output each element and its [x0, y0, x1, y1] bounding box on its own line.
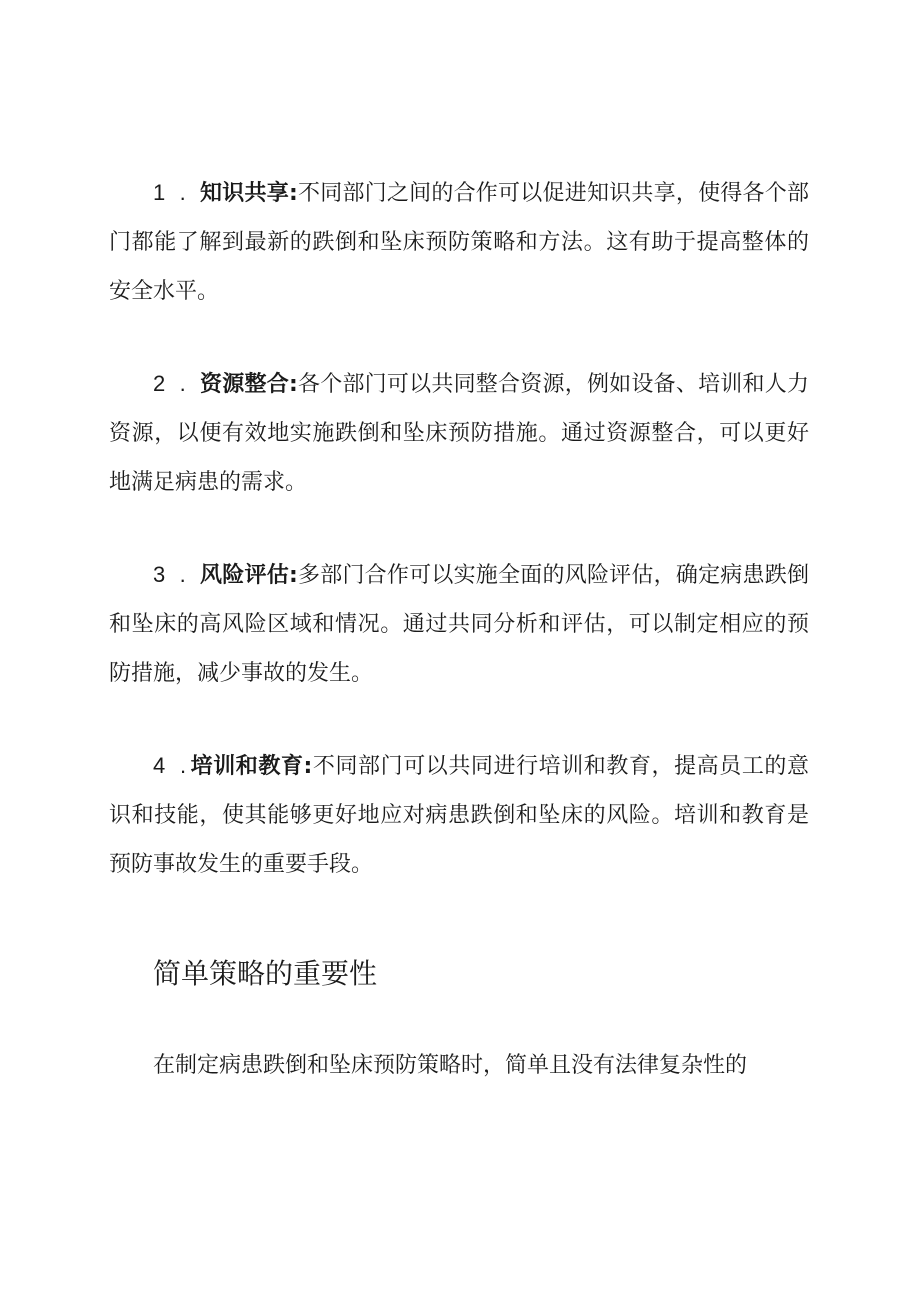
item-text: 多部门合作可以实施全面的风险评估，确定病患跌倒和坠床的高风险区域和情况。通过共同分析和评估，可以制定相应的预防措施，减少事故的发生。 — [109, 563, 809, 686]
item-separator: . — [169, 180, 201, 205]
item-text: 不同部门可以共同进行培训和教育，提高员工的意识和技能，使其能够更好地应对病患跌倒和坠床的风险。培训和教育是预防事故发生的重要手段。 — [109, 754, 809, 877]
list-item-knowledge-sharing — [109, 168, 809, 316]
item-number: 2 — [153, 371, 170, 396]
item-term: 风险评估: — [200, 563, 298, 588]
list-item-training-education — [109, 741, 809, 889]
item-separator: . — [169, 562, 201, 587]
item-text: 不同部门之间的合作可以促进知识共享，使得各个部门都能了解到最新的跌倒和坠床预防策略和方法。这有助于提高整体的安全水平。 — [109, 181, 809, 304]
item-separator: . — [169, 371, 201, 396]
item-number: 3 — [153, 562, 170, 587]
list-item-resource-integration — [109, 359, 809, 507]
section-intro-paragraph: 在制定病患跌倒和坠床预防策略时，简单且没有法律复杂性的 — [153, 1053, 748, 1078]
section-heading: 简单策略的重要性 — [153, 957, 378, 990]
item-term: 培训和教育: — [190, 754, 313, 779]
item-term: 资源整合: — [200, 372, 298, 397]
item-term: 知识共享: — [200, 181, 298, 206]
item-number: 1 — [153, 180, 170, 205]
item-separator: . — [169, 753, 191, 778]
list-item-risk-assessment — [109, 550, 809, 698]
item-number: 4 — [153, 753, 170, 778]
item-text: 各个部门可以共同整合资源，例如设备、培训和人力资源，以便有效地实施跌倒和坠床预防措施。通过资源整合，可以更好地满足病患的需求。 — [109, 372, 809, 495]
